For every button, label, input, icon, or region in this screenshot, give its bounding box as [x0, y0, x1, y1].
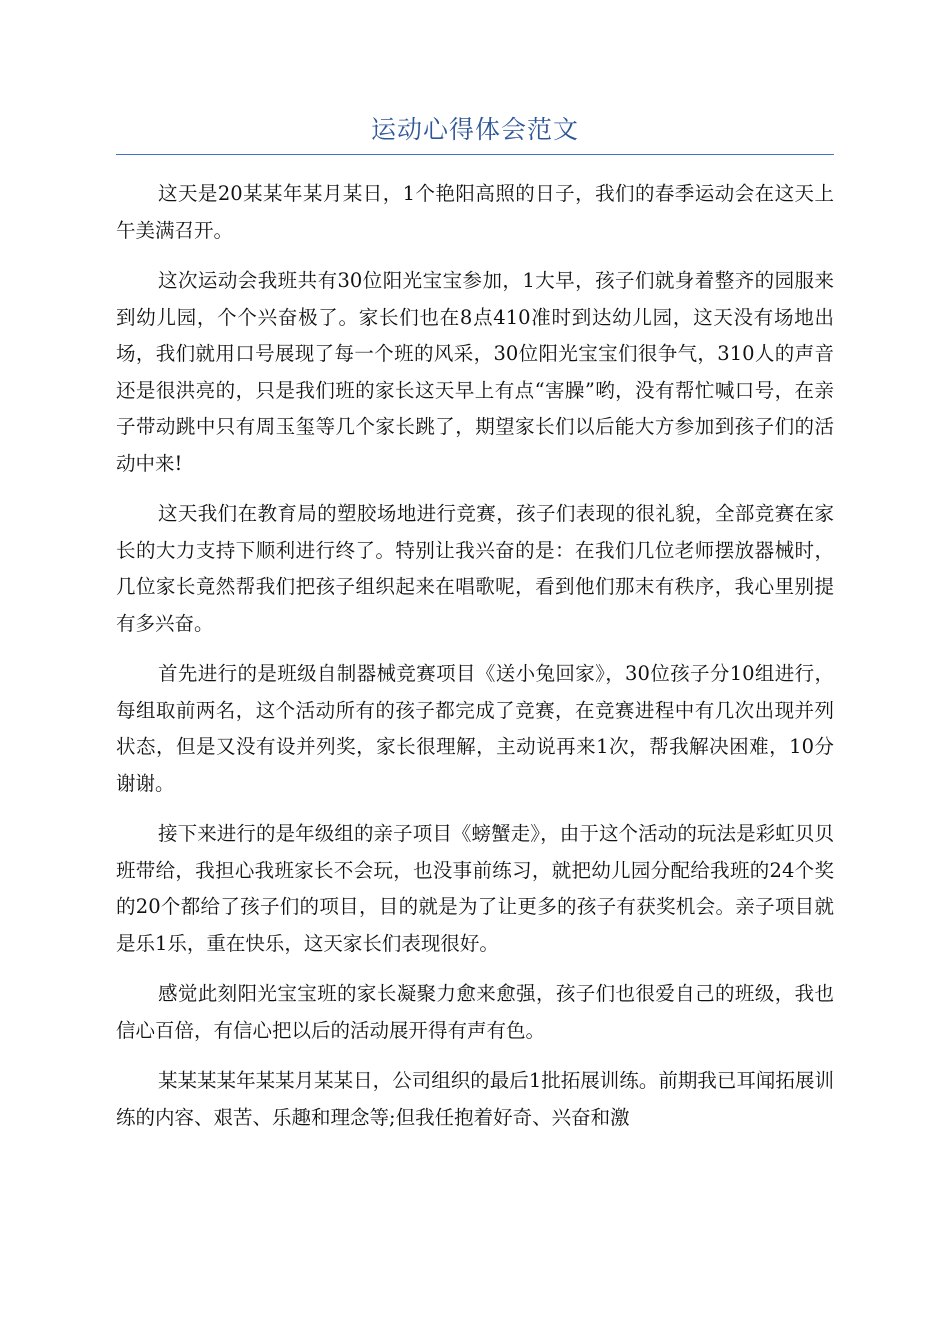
document-body [116, 176, 834, 1150]
paragraph-6: 感觉此刻阳光宝宝班的家长凝聚力愈来愈强，孩子们也很爱自己的班级，我也信心百倍，有信心把以后的活动展开得有声有色。 [116, 982, 834, 1042]
paragraph-7: 某某某某年某某月某某日，公司组织的最后1批拓展训练。前期我已耳闻拓展训练的内容、艰苦、乐趣和理念等;但我任抱着好奇、兴奋和激 [116, 1069, 834, 1129]
title-underline [116, 154, 834, 155]
paragraph-3: 这天我们在教育局的塑胶场地进行竞赛，孩子们表现的很礼貌，全部竞赛在家长的大力支持下顺利进行终了。特别让我兴奋的是：在我们几位老师摆放器械时，几位家长竟然帮我们把孩子组织起来在唱歌呢，看到他们那末有秩序，我心里别提有多兴奋。 [116, 502, 834, 635]
paragraph-1: 这天是20某某年某月某日，1个艳阳高照的日子，我们的春季运动会在这天上午美满召开。 [116, 182, 834, 242]
paragraph-5: 接下来进行的是年级组的亲子项目《螃蟹走》，由于这个活动的玩法是彩虹贝贝班带给，我担心我班家长不会玩，也没事前练习，就把幼儿园分配给我班的24个奖的20个都给了孩子们的项目，目的就是为了让更多的孩子有获奖机会。亲子项目就是乐1乐，重在快乐，这天家长们表现很好。 [116, 822, 834, 955]
document-title: 运动心得体会范文 [370, 115, 579, 144]
paragraph-2: 这次运动会我班共有30位阳光宝宝参加，1大早，孩子们就身着整齐的园服来到幼儿园，个个兴奋极了。家长们也在8点410准时到达幼儿园，这天没有场地出场，我们就用口号展现了每一个班的风采，30位阳光宝宝们很争气，310人的声音还是很洪亮的，只是我们班的家长这天早上有点“害臊”哟，没有帮忙喊口号，在亲子带动跳中只有周玉玺等几个家长跳了，期望家长们以后能大方参加到孩子们的活动中来! [116, 269, 834, 475]
paragraph-4: 首先进行的是班级自制器械竞赛项目《送小兔回家》，30位孩子分10组进行，每组取前两名，这个活动所有的孩子都完成了竞赛，在竞赛进程中有几次出现并列状态，但是又没有设并列奖，家长很理解，主动说再来1次，帮我解决困难，10分谢谢。 [116, 662, 834, 795]
